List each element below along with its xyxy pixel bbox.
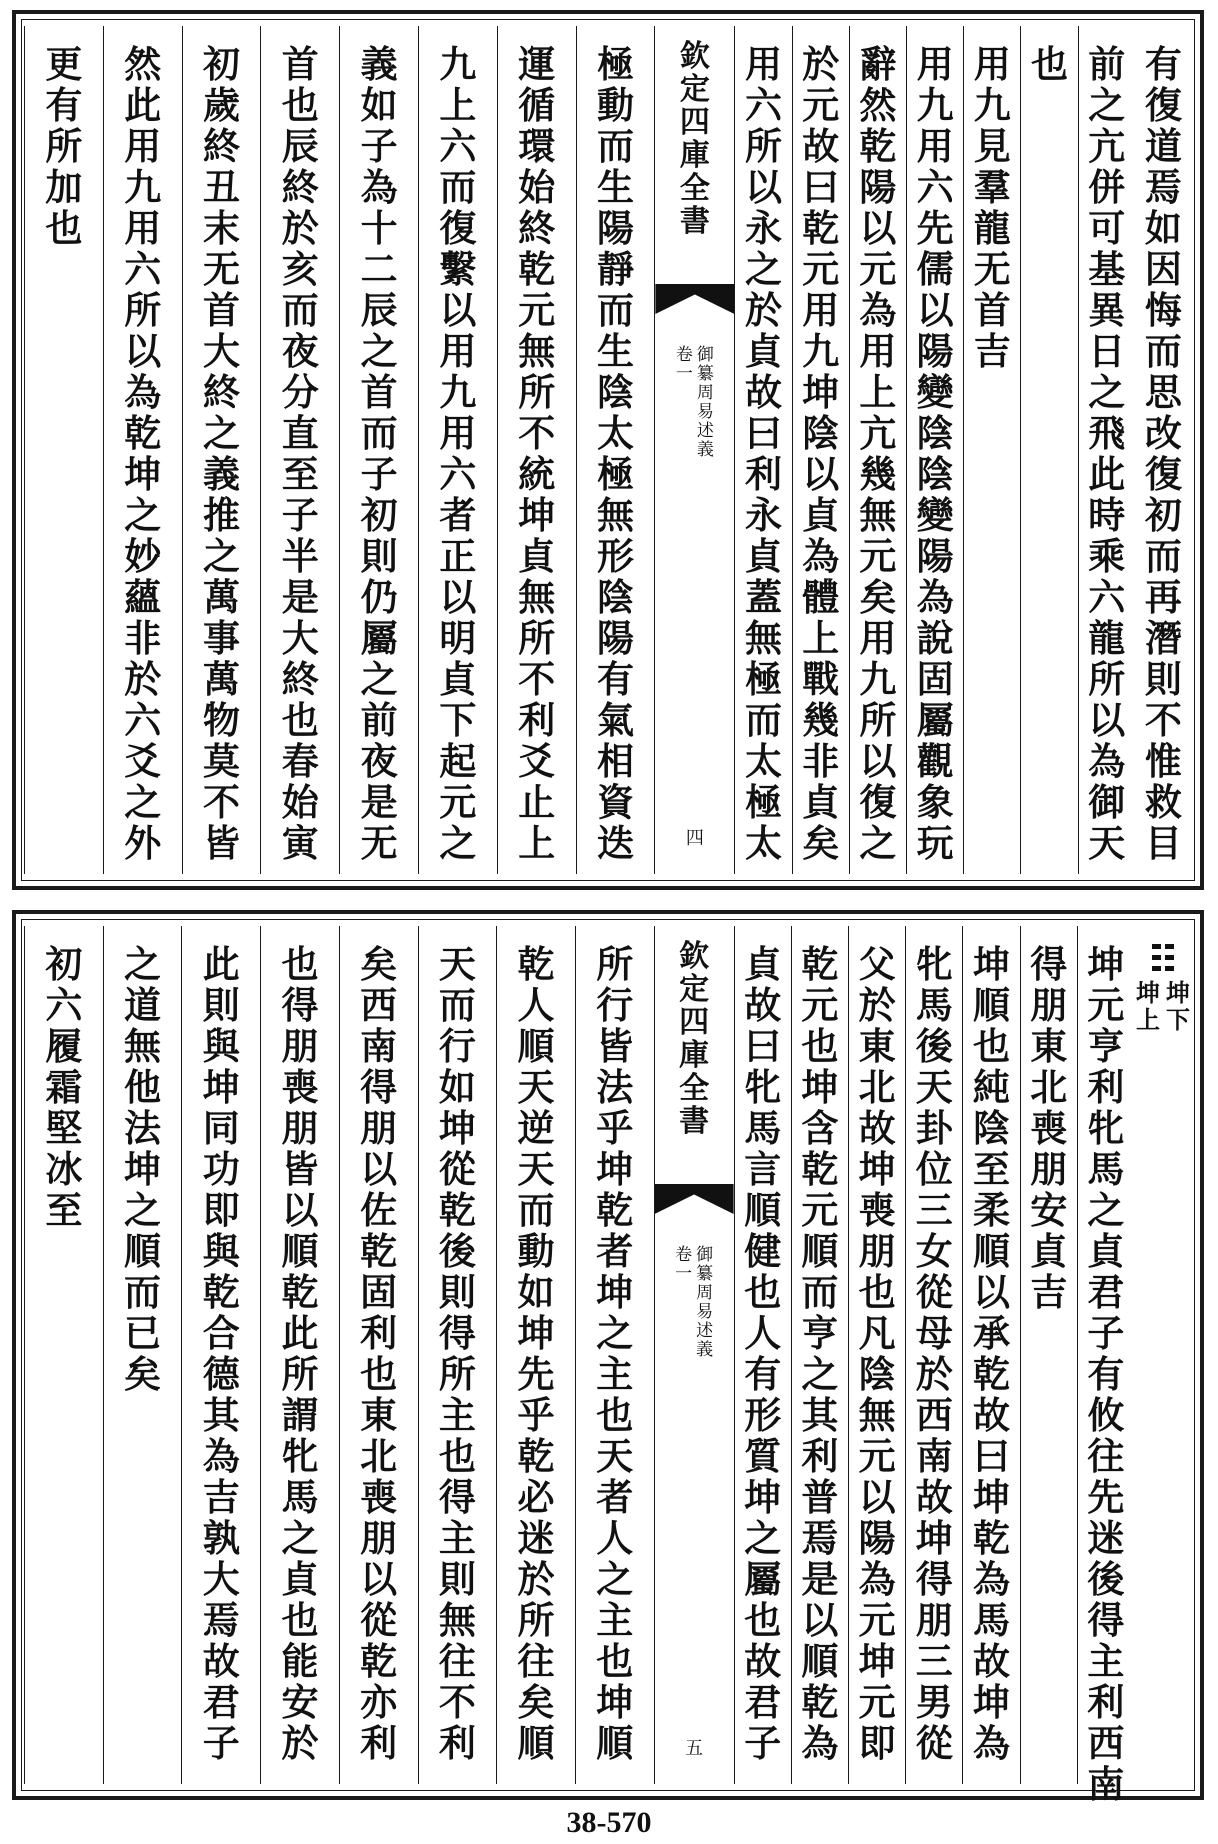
text-column	[182, 26, 261, 874]
column-text: 天 而 行 如 坤 從 乾 後 則 得 所 主 也 得 主 則 無 往 不 利	[438, 942, 476, 1765]
text-column	[418, 926, 497, 1784]
fishtail-mark-icon	[655, 1184, 734, 1214]
text-column	[791, 926, 848, 1784]
fold-subtitle	[655, 346, 734, 460]
text-column	[418, 26, 497, 874]
text-column	[849, 26, 906, 874]
column-text: 用 九 見 羣 龍 无 首 吉	[973, 42, 1011, 373]
column-text: 得 朋 東 北 喪 朋 安 貞 吉	[1030, 942, 1068, 1314]
hexagram-column	[1134, 926, 1192, 1784]
fold-title: 欽 定 四 庫 全 書	[679, 939, 710, 1139]
text-column	[339, 26, 418, 874]
text-column	[260, 926, 339, 1784]
text-column	[1020, 26, 1077, 874]
text-column	[848, 926, 905, 1784]
kun-hexagram-icon	[1152, 944, 1174, 971]
column-text: 初 六 履 霜 堅 冰 至	[45, 942, 83, 1232]
bottom-page	[12, 910, 1204, 1806]
volume-label: 卷 一	[675, 345, 693, 384]
text-column	[181, 926, 260, 1784]
column-text: 乾 人 順 天 逆 天 而 動 如 坤 先 乎 乾 必 迷 於 所 往 矣 順	[517, 942, 555, 1765]
text-column	[734, 926, 791, 1784]
book-title: 御 纂 周 易 述 義	[696, 1245, 714, 1360]
page-footer-number: 38-570	[566, 1806, 652, 1839]
hexagram-label-lower: 坤 下	[1166, 978, 1190, 1034]
column-text: 也	[1030, 42, 1068, 86]
text-column	[24, 26, 103, 874]
center-fold	[654, 926, 734, 1784]
text-column	[1020, 926, 1077, 1784]
column-text: 極 動 而 生 陽 靜 而 生 陰 太 極 無 形 陰 陽 有 氣 相 資 迭	[596, 42, 634, 865]
text-column	[496, 926, 575, 1784]
text-column	[1135, 26, 1192, 874]
column-text: 初 歲 終 丑 末 无 首 大 終 之 義 推 之 萬 事 萬 物 莫 不 皆	[202, 42, 240, 865]
column-text: 坤 元 亨 利 牝 馬 之 貞 君 子 有 攸 往 先 迷 後 得 主 利 西 南	[1087, 942, 1125, 1806]
fold-page-number: 四	[685, 828, 704, 849]
hexagram-label-upper: 坤 上	[1136, 978, 1160, 1034]
book-title: 御 纂 周 易 述 義	[696, 345, 714, 460]
column-text: 九 上 六 而 復 繫 以 用 九 用 六 者 正 以 明 貞 下 起 元 之	[439, 42, 477, 865]
text-column	[906, 26, 963, 874]
column-text: 牝 馬 後 天 卦 位 三 女 從 母 於 西 南 故 坤 得 朋 三 男 從	[915, 942, 953, 1765]
column-text: 坤 順 也 純 陰 至 柔 順 以 承 乾 故 曰 坤 乾 為 馬 故 坤 為	[972, 942, 1010, 1765]
text-column	[576, 26, 655, 874]
text-column	[734, 26, 791, 874]
text-column	[1078, 26, 1135, 874]
column-text: 也 得 朋 喪 朋 皆 以 順 乾 此 所 謂 牝 馬 之 貞 也 能 安 於	[281, 942, 319, 1765]
text-column	[24, 926, 103, 1784]
column-text: 義 如 子 為 十 二 辰 之 首 而 子 初 則 仍 屬 之 前 夜 是 无	[360, 42, 398, 865]
column-text: 用 九 用 六 先 儒 以 陽 變 陰 陰 變 陽 為 說 固 屬 觀 象 玩	[916, 42, 954, 865]
top-page	[12, 10, 1204, 890]
text-column	[575, 926, 654, 1784]
column-text: 有 復 道 焉 如 因 悔 而 思 改 復 初 而 再 潛 則 不 惟 救 目	[1144, 42, 1182, 865]
column-text: 於 元 故 曰 乾 元 用 九 坤 陰 以 貞 為 體 上 戰 幾 非 貞 矣	[802, 42, 840, 865]
center-fold	[654, 26, 734, 874]
text-column	[103, 926, 182, 1784]
text-column	[905, 926, 962, 1784]
fishtail-mark-icon	[655, 284, 734, 314]
text-column	[260, 26, 339, 874]
fold-subtitle	[655, 1246, 734, 1360]
text-column	[339, 926, 418, 1784]
column-text: 用 六 所 以 永 之 於 貞 故 曰 利 永 貞 蓋 無 極 而 太 極 太	[744, 42, 782, 865]
text-column	[792, 26, 849, 874]
fold-title: 欽 定 四 庫 全 書	[679, 39, 710, 239]
column-text: 父 於 東 北 故 坤 喪 朋 也 凡 陰 無 元 以 陽 為 元 坤 元 即	[858, 942, 896, 1765]
column-text: 此 則 與 坤 同 功 即 與 乾 合 德 其 為 吉 孰 大 焉 故 君 子	[202, 942, 240, 1765]
text-column	[103, 26, 182, 874]
column-text: 之 道 無 他 法 坤 之 順 而 已 矣	[124, 942, 162, 1396]
fold-page-number: 五	[685, 1738, 704, 1759]
column-text: 然 此 用 九 用 六 所 以 為 乾 坤 之 妙 蘊 非 於 六 爻 之 外	[124, 42, 162, 865]
text-column	[962, 926, 1019, 1784]
text-column	[497, 26, 576, 874]
column-text: 首 也 辰 終 於 亥 而 夜 分 直 至 子 半 是 大 終 也 春 始 寅	[281, 42, 319, 865]
column-text: 矣 西 南 得 朋 以 佐 乾 固 利 也 東 北 喪 朋 以 從 乾 亦 利	[360, 942, 398, 1765]
column-text: 所 行 皆 法 乎 坤 乾 者 坤 之 主 也 天 者 人 之 主 也 坤 順	[596, 942, 634, 1765]
text-column	[1077, 926, 1134, 1806]
column-text: 乾 元 也 坤 含 乾 元 順 而 亨 之 其 利 普 焉 是 以 順 乾 為	[801, 942, 839, 1765]
column-text: 運 循 環 始 終 乾 元 無 所 不 統 坤 貞 無 所 不 利 爻 止 上	[518, 42, 556, 865]
volume-label: 卷 一	[675, 1245, 693, 1284]
column-text: 辭 然 乾 陽 以 元 為 用 上 亢 幾 無 元 矣 用 九 所 以 復 之	[859, 42, 897, 865]
column-text: 更 有 所 加 也	[45, 42, 83, 250]
column-text: 貞 故 曰 牝 馬 言 順 健 也 人 有 形 質 坤 之 屬 也 故 君 子	[744, 942, 782, 1765]
column-text: 前 之 亢 併 可 基 異 日 之 飛 此 時 乘 六 龍 所 以 為 御 天	[1088, 42, 1126, 865]
text-column	[963, 26, 1020, 874]
